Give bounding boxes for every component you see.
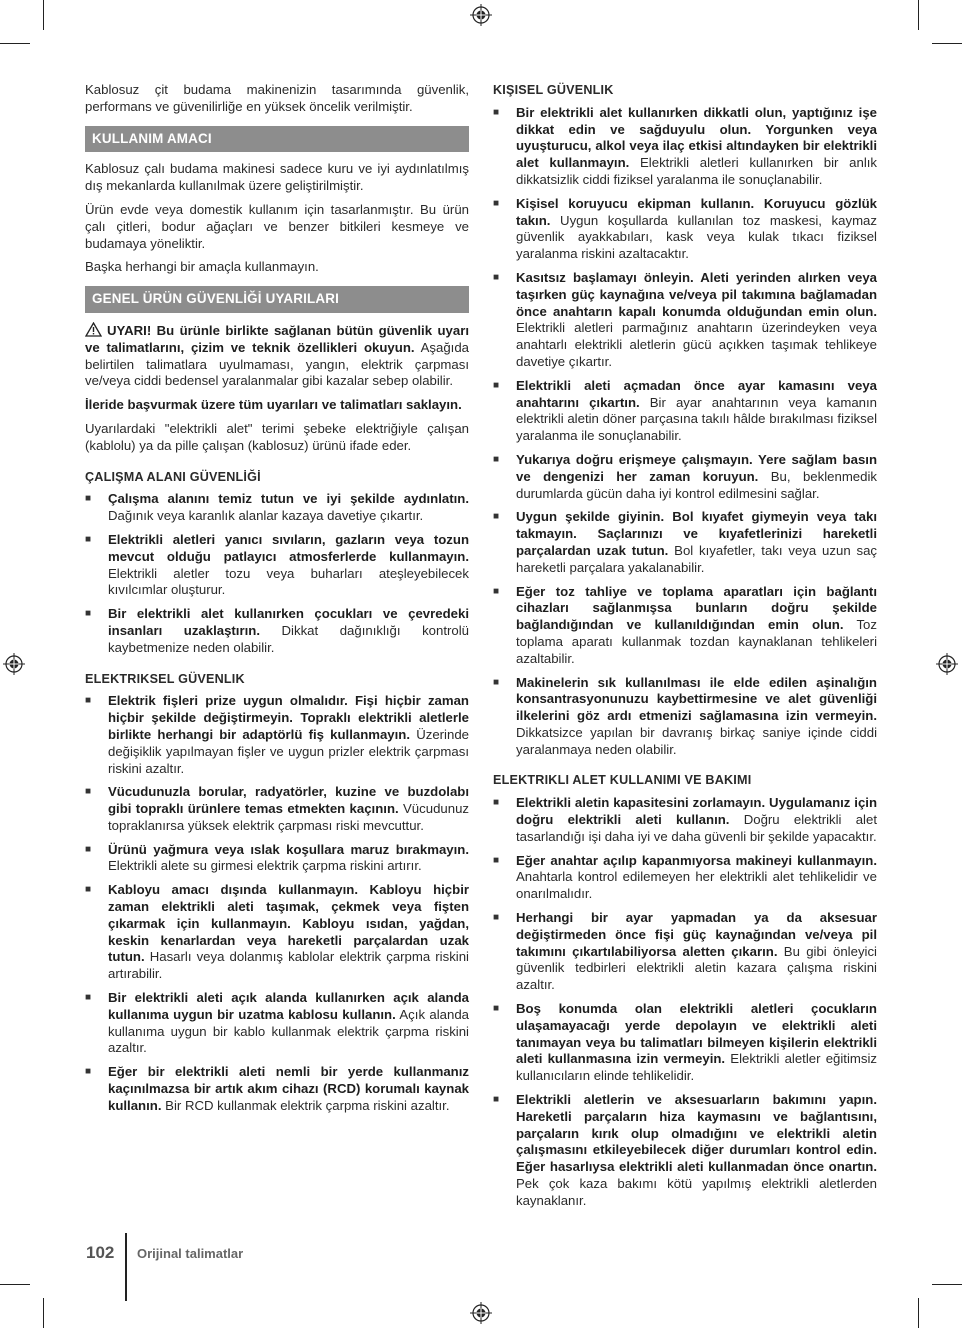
item-bold: Makinelerin sık kullanılması ile elde edilen aşinalığın konsantrasyonunuzu kaybettirmesine ve alet güvenliği ilkelerini göz ardı etmenizi sağlamasına izin vermeyin.	[516, 674, 877, 724]
list-item	[493, 584, 877, 668]
list-item	[85, 606, 469, 656]
item-text: Bir ayar anahtarının veya kamanın elektrikli aletin döner parçasına takılı hâlde bırakılması fiziksel yaralanma ile sonuçlanabilir.	[516, 394, 878, 444]
item-text: Vücudunuz topraklanırsa yüksek elektrik çarpması riski mevcuttur.	[108, 801, 470, 833]
list-item	[493, 196, 877, 263]
registration-mark-top-icon	[470, 4, 492, 26]
warning-triangle-icon	[85, 322, 102, 337]
item-text: Elektrikli aletleri parmağınız anahtarın üzerindeyken veya anahtarlı elektrikli aletlerin gücü açıkken taşımak tehlikeye davetiye çıkartır.	[516, 320, 877, 369]
item-bold: Boş konumda olan elektrikli aletleri çocukların ulaşamayacağı yerde depolayın ve elektrikli aleti tanımayan veya bu talimatları bilmeyen kişilerin elektrikli aleti kullanmasına izin vermeyin.	[516, 1001, 877, 1067]
list-item	[85, 491, 469, 525]
item-text: Bir RCD kullanmak elektrik çarpma riskini azaltır.	[161, 1097, 450, 1113]
footer-label: Orijinal talimatlar	[137, 1246, 244, 1261]
list-item	[493, 1001, 877, 1085]
list-item	[85, 842, 469, 876]
crop-mark-bottom-left-horizontal	[0, 1284, 30, 1285]
warning-paragraph	[85, 322, 469, 390]
item-bold: Eğer anahtar açılıp kapanmıyorsa makineyi kullanmayın.	[516, 852, 877, 868]
item-bold: Ürünü yağmura veya ıslak koşullara maruz bırakmayın.	[108, 841, 469, 857]
term-definition: Uyarılardaki "elektrikli alet" terimi şebeke elektriğiyle çalışan (kablolu) ya da pille çalışan (kablosuz) ürünü ifade eder.	[85, 420, 469, 453]
item-text: Dikkat dağınıklığı kontrolü kaybetmenize neden olabilir.	[108, 622, 469, 655]
item-bold: Vücudunuzla borular, radyatörler, kuzine ve buzdolabı gibi topraklı ürünlere temas etmekten kaçının.	[108, 784, 469, 817]
crop-mark-top-left-horizontal	[0, 43, 30, 44]
item-text: Elektrikli alete su girmesi elektrik çarpma riskini artırır.	[108, 858, 422, 874]
item-bold: Bir elektrikli aleti açık alanda kullanırken açık alanda kullanıma uygun bir uzatma kablosu kullanın.	[108, 990, 469, 1022]
item-text: Uygun koşullarda kullanılan toz maskesi, kaymaz güvenlik ayakkabıları, kask veya kulak tıkacı fiziksel yaralanma riskini azaltacaktır.	[516, 212, 877, 262]
list-item	[493, 105, 877, 189]
personal-safety-heading: KIŞISEL GÜVENLIK	[493, 83, 614, 97]
list-item	[85, 693, 469, 777]
item-bold: Kişisel koruyucu ekipman kullanın. Koruyucu gözlük takın.	[516, 195, 877, 228]
work-area-heading: ÇALIŞMA ALANI GÜVENLİĞİ	[85, 469, 261, 484]
warning-bold-text: UYARI! Bu ürünle birlikte sağlanan bütün güvenlik uyarı ve talimatlarını, çizim ve teknik özellikleri okuyun.	[85, 322, 469, 355]
keep-instructions-text: İleride başvurmak üzere tüm uyarıları ve talimatları saklayın.	[85, 397, 462, 413]
item-bold: Elektrikli aletleri yanıcı sıvıların, gazların veya tozun mevcut olduğu patlayıcı atmosferlerde kullanmayın.	[108, 531, 469, 564]
list-item	[493, 452, 877, 502]
usage-heading: KULLANIM AMACI	[85, 126, 469, 153]
item-text: Bol kıyafetler, takı veya uzun saç hareketli parçalara yakalanabilir.	[516, 542, 877, 575]
left-column	[85, 82, 469, 1122]
item-text: Elektrikli aletler eğitimsiz kullanıcıların elinde tehlikelidir.	[516, 1051, 877, 1084]
list-item	[493, 1092, 877, 1210]
electrical-safety-heading: ELEKTRIKSEL GÜVENLIK	[85, 671, 245, 686]
crop-mark-top-left-vertical	[43, 0, 44, 30]
personal-safety-list	[493, 105, 877, 759]
page-number: 102	[86, 1243, 115, 1262]
list-item	[493, 378, 877, 445]
crop-mark-bottom-right-horizontal	[932, 1284, 962, 1285]
usage-paragraph-1: Kablosuz çalı budama makinesi sadece kuru ve iyi aydınlatılmış dış mekanlarda kullanılmak üzere geliştirilmiştir.	[85, 161, 469, 194]
item-bold: Elektrikli aletin kapasitesini zorlamayın. Uygulamanız için doğru elektrikli aleti kullanın.	[516, 795, 877, 828]
list-item	[85, 1064, 469, 1114]
list-item	[493, 675, 877, 759]
usage-paragraph-3: Başka herhangi bir amaçla kullanmayın.	[85, 259, 319, 275]
item-bold: Kasıtsız başlamayı önleyin. Aleti yerinden alırken veya taşırken güç kaynağına ve/veya pil takımına bağlamadan önce anahtarın kapalı konumda olduğundan emin olun.	[516, 269, 877, 319]
tool-use-list	[493, 795, 877, 1209]
item-bold: Uygun şekilde giyinin. Bol kıyafet giymeyin veya takı takmayın. Saçlarınızı ve kıyafetlerinizi hareketli parçalardan uzak tutun.	[516, 509, 877, 558]
item-bold: Bir elektrikli alet kullanırken dikkatli olun, yaptığınız işe dikkat edin ve sağduyulu olun. Yorgunken veya uyuşturucu, alkol veya ilaç etkisi altındayken bir elektrikli alet kullanmayın.	[516, 104, 877, 171]
item-text: Anahtarla kontrol edilemeyen her elektrikli alet tehlikelidir ve onarılmalıdır.	[516, 869, 877, 902]
registration-mark-bottom-icon	[470, 1302, 492, 1324]
item-text: Toz toplama aparatı kullanmak tozdan kaynaklanan tehlikeleri azaltabilir.	[516, 617, 877, 666]
item-text: Bu gibi önleyici güvenlik tedbirleri elektrikli aletin kazara çalışma riskini azaltır.	[516, 943, 877, 993]
item-text: Doğru elektrikli alet tasarlandığı işi daha iyi ve daha güvenli bir şekilde yapacaktır.	[516, 812, 877, 844]
item-text: Dağınık veya karanlık alanlar kazaya davetiye çıkartır.	[108, 508, 424, 524]
item-text: Üzerinde değişiklik yapılmayan fişler ve uygun prizler elektrik çarpması riskini azaltır.	[108, 726, 469, 776]
crop-mark-bottom-right-vertical	[918, 1298, 919, 1328]
item-bold: Eğer toz tahliye ve toplama aparatları için bağlantı cihazları sağlanmışsa bunların doğru şekilde bağlandığından ve kullanıldığından emin olun.	[516, 583, 877, 633]
list-item	[493, 795, 877, 845]
item-bold: Yukarıya doğru erişmeye çalışmayın. Yere sağlam basın ve dengenizi her zaman koruyun.	[516, 451, 877, 484]
list-item	[85, 882, 469, 983]
crop-mark-top-right-vertical	[918, 0, 919, 30]
item-bold: Elektrikli aleti açmadan önce ayar kamasını veya anahtarını çıkartın.	[516, 377, 877, 410]
work-area-list	[85, 491, 469, 656]
item-text: Açık alanda kullanıma uygun bir kablo kullanmak elektrik çarpma riskini azaltır.	[108, 1006, 469, 1056]
item-text: Dikkatsizce yapılan bir davranış birkaç saniye içinde ciddi yaralanmaya neden olabilir.	[516, 724, 877, 757]
crop-mark-bottom-left-vertical	[43, 1298, 44, 1328]
list-item	[85, 784, 469, 834]
list-item	[493, 509, 877, 576]
item-bold: Eğer bir elektrikli aleti nemli bir yerde kullanmanız kaçınılmazsa bir artık akım cihazı (RCD) korumalı kaynak kullanın.	[108, 1064, 469, 1113]
list-item	[85, 990, 469, 1057]
item-text: Elektrikli aletler tozu veya buharları ateşleyebilecek kıvılcımlar oluşturur.	[108, 565, 469, 598]
item-bold: Elektrikli aletlerin ve aksesuarların bakımını yapın. Hareketli parçaların hiza kaymasını ve bağlantısını, parçaların kırık olup olmadığını ve elektrikli aletin çalışmasını etkileyebilecek diğer durumları kontrol edin. Eğer hasarlıysa elektrikli aleti kullanmadan önce onartın.	[516, 1092, 877, 1175]
list-item	[85, 532, 469, 599]
registration-mark-right-icon	[936, 653, 958, 675]
item-text: Hasarlı veya dolanmış kablolar elektrik çarpma riskini artırabilir.	[108, 949, 469, 982]
list-item	[493, 910, 877, 994]
crop-mark-top-right-horizontal	[932, 43, 962, 44]
item-bold: Kabloyu amacı dışında kullanmayın. Kabloyu hiçbir zaman elektrikli aleti taşımak, çekmek veya fişten çıkarmak için kullanmayın. Kabloyu ısıdan, yağdan, keskin kenarlardan veya hareketli parçalardan uzak tutun.	[108, 882, 469, 965]
right-column	[493, 82, 877, 1217]
list-item	[493, 853, 877, 903]
item-text: Pek çok kaza bakımı kötü yapılmış elektrikli aletlerden kaynaklanır.	[516, 1176, 877, 1208]
intro-paragraph: Kablosuz çit budama makinenizin tasarımında güvenlik, performans ve güvenilirliğe en yüksek öncelik verilmiştir.	[85, 82, 469, 114]
list-item	[493, 270, 877, 371]
item-bold: Herhangi bir ayar yapmadan ya da aksesuar değiştirmeden önce fişi güç kaynağından ve/veya pil takımını çıkartılabiliyorsa aletten çıkarın.	[516, 910, 877, 959]
usage-paragraph-2: Ürün evde veya domestik kullanım için tasarlanmıştır. Bu ürün çalı çitleri, bodur ağaçları ve benzer bitkileri kesmeye ve budamaya yöneliktir.	[85, 201, 469, 251]
item-text: Elektrikli aletleri kullanırken bir anlık dikkatsizlik ciddi fiziksel yaralanma ile sonuçlanabilir.	[516, 155, 878, 187]
item-bold: Elektrik fişleri prize uygun olmalıdır. Fişi hiçbir zaman hiçbir şekilde değiştirmeyin. Topraklı elektrikli aletlerle birlikte herhangi bir adaptörlü fiş kullanmayın.	[108, 693, 469, 742]
electrical-safety-list	[85, 693, 469, 1114]
keep-instructions	[85, 397, 469, 414]
warning-text: Aşağıda belirtilen talimatlara uyulmaması, yangın, elektrik çarpması ve/veya ciddi bedensel yaralanmalar gibi kazalar sebep olabilir.	[85, 339, 470, 389]
footer-divider	[125, 1233, 127, 1301]
tool-use-heading: ELEKTRIKLI ALET KULLANIMI VE BAKIMI	[493, 773, 752, 788]
general-safety-heading: GENEL ÜRÜN GÜVENLİĞİ UYARILARI	[85, 286, 469, 313]
registration-mark-left-icon	[3, 653, 25, 675]
item-bold: Çalışma alanını temiz tutun ve iyi şekilde aydınlatın.	[108, 491, 469, 507]
item-bold: Bir elektrikli alet kullanırken çocukları ve çevredeki insanları uzaklaştırın.	[108, 606, 469, 638]
item-text: Bu, beklenmedik durumlarda gücün daha iyi kontrol edilmesini sağlar.	[516, 468, 877, 501]
